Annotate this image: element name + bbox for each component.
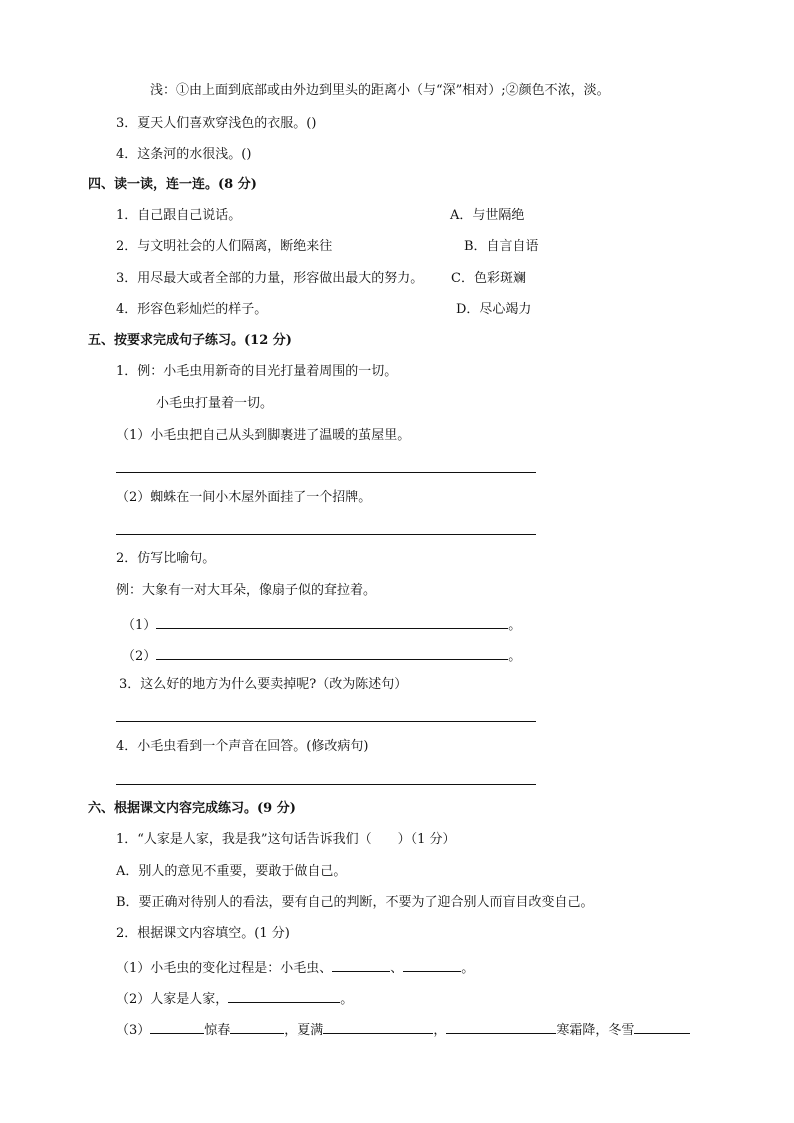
- match-left-4: 4．形容色彩灿烂的样子。: [116, 302, 268, 317]
- answer-blank[interactable]: [228, 988, 340, 1003]
- fill-3-text-c: ，: [433, 1023, 447, 1038]
- section-4-heading: 四、读一读，连一连。(8 分): [88, 177, 257, 192]
- match-right-b: B．自言自语: [464, 239, 539, 254]
- fill-3-text-d: 寒霜降，冬雪: [556, 1023, 635, 1038]
- exercise-1-example: 1．例：小毛虫用新奇的目光打量着周围的一切。: [116, 364, 398, 379]
- question-4: 4．这条河的水很浅。(): [116, 147, 252, 162]
- answer-blank[interactable]: [446, 1019, 556, 1034]
- section-6-heading: 六、根据课文内容完成练习。(9 分): [88, 801, 296, 816]
- match-right-d: D．尽心竭力: [456, 302, 532, 317]
- fill-1: [116, 957, 474, 978]
- answer-blank[interactable]: [634, 1019, 690, 1034]
- item-number: （1）: [122, 618, 157, 633]
- fill-2-text: （2）人家是人家，: [116, 992, 229, 1007]
- answer-blank[interactable]: [150, 1019, 204, 1034]
- answer-blank[interactable]: [156, 614, 508, 629]
- question-6-2: 2．根据课文内容填空。(1 分): [116, 926, 290, 941]
- match-left-3: 3．用尽最大或者全部的力量，形容做出最大的努力。: [116, 271, 424, 286]
- match-left-1: 1．自己跟自己说话。: [116, 208, 242, 223]
- exercise-1-item-1: （1）小毛虫把自己从头到脚裹进了温暖的茧屋里。: [116, 428, 411, 443]
- answer-line[interactable]: [116, 721, 536, 722]
- answer-blank[interactable]: [230, 1019, 284, 1034]
- item-number: （3）: [116, 1023, 151, 1038]
- fill-3-text-a: 惊春: [204, 1023, 231, 1038]
- match-right-c: C．色彩斑斓: [451, 271, 526, 286]
- exercise-2-heading: 2．仿写比喻句。: [116, 551, 216, 566]
- exercise-2-item-1: [122, 614, 521, 635]
- fill-1-text: （1）小毛虫的变化过程是：小毛虫、: [116, 961, 333, 976]
- option-b: B．要正确对待别人的看法，要有自己的判断，不要为了迎合别人而盲目改变自己。: [116, 895, 594, 910]
- answer-blank[interactable]: [332, 957, 390, 972]
- exercise-1-item-2: （2）蜘蛛在一间小木屋外面挂了一个招牌。: [116, 490, 372, 505]
- exercise-3: 3．这么好的地方为什么要卖掉呢?（改为陈述句）: [119, 677, 408, 692]
- period: 。: [508, 649, 522, 664]
- answer-line[interactable]: [116, 534, 536, 535]
- match-right-a: A．与世隔绝: [450, 208, 525, 223]
- option-a: A．别人的意见不重要，要敢于做自己。: [116, 864, 347, 879]
- period: 。: [340, 992, 354, 1007]
- answer-blank[interactable]: [156, 645, 508, 660]
- period: 。: [461, 961, 475, 976]
- question-3: 3．夏天人们喜欢穿浅色的衣服。(): [116, 116, 317, 131]
- fill-2: [116, 988, 353, 1009]
- answer-blank[interactable]: [403, 957, 461, 972]
- exercise-2-item-2: [122, 645, 521, 666]
- answer-line[interactable]: [116, 472, 536, 473]
- separator: 、: [390, 961, 404, 976]
- item-number: （2）: [122, 649, 157, 664]
- question-6-1: 1．“人家是人家，我是我”这句话告诉我们（ ）（1 分）: [116, 832, 456, 847]
- match-left-2: 2．与文明社会的人们隔离，断绝来往: [116, 239, 333, 254]
- fill-3-text-b: ，夏满: [284, 1023, 324, 1038]
- exercise-1-example-short: 小毛虫打量着一切。: [156, 396, 274, 411]
- answer-blank[interactable]: [323, 1019, 433, 1034]
- exercise-2-example: 例：大象有一对大耳朵，像扇子似的耷拉着。: [116, 583, 377, 598]
- qian-definition: 浅：①由上面到底部或由外边到里头的距离小（与“深”相对）;②颜色不浓，淡。: [150, 83, 610, 98]
- section-5-heading: 五、按要求完成句子练习。(12 分): [88, 333, 292, 348]
- fill-3: [116, 1019, 690, 1040]
- exercise-4: 4．小毛虫看到一个声音在回答。(修改病句): [116, 739, 369, 754]
- answer-line[interactable]: [116, 784, 536, 785]
- period: 。: [508, 618, 522, 633]
